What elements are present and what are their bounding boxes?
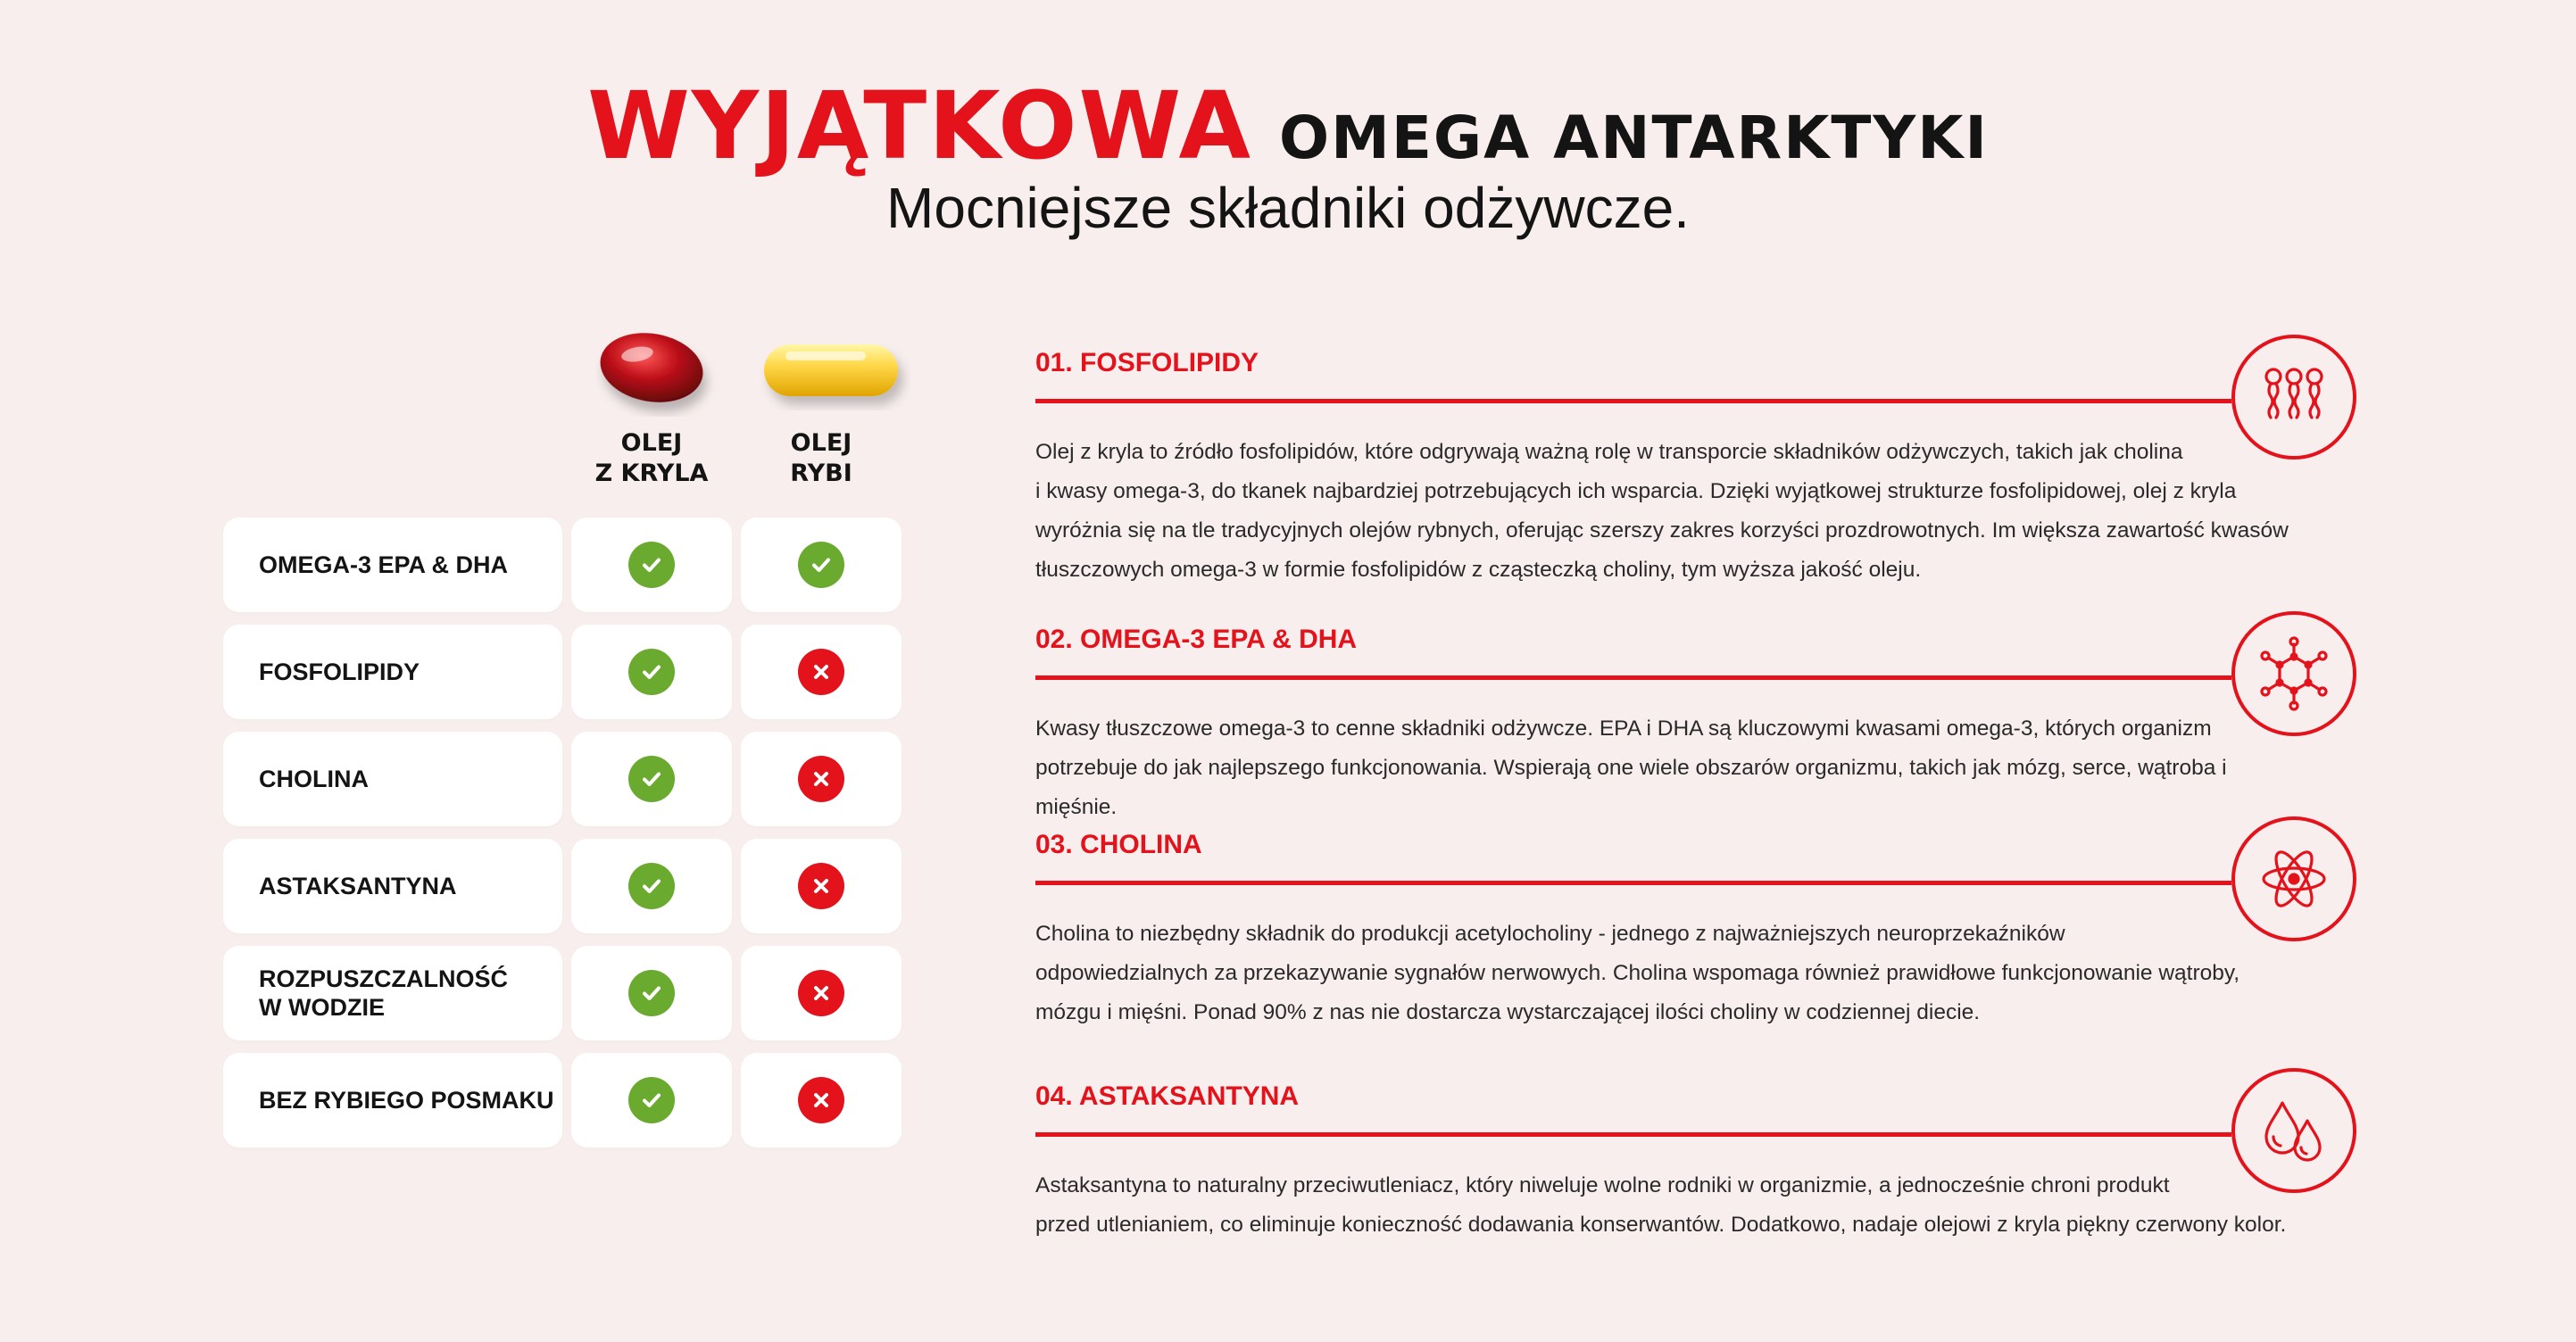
fish-oil-cell — [741, 1053, 902, 1147]
row-label-line: ROZPUSZCZALNOŚĆ — [259, 965, 508, 992]
check-icon — [628, 542, 675, 588]
row-label-line: FOSFOLIPIDY — [259, 659, 420, 685]
section-divider — [1035, 881, 2231, 885]
row-label-line: BEZ RYBIEGO POSMAKU — [259, 1087, 554, 1114]
title-accent: WYJĄTKOWA — [587, 71, 1253, 180]
info-section — [1035, 620, 2365, 819]
row-label-cell — [223, 839, 562, 933]
section-text-line: tłuszczowych omega-3 w formie fosfolipidów z cząsteczką choliny, tym wyższa jakość oleju. — [1035, 558, 1922, 582]
fish-oil-cell — [741, 518, 902, 612]
krill-oil-cell — [571, 732, 732, 826]
column-header-line: RYBI — [790, 460, 852, 487]
section-text — [1035, 433, 2303, 590]
cross-icon — [798, 970, 844, 1016]
title — [0, 71, 2576, 180]
krill-oil-capsule-icon — [596, 327, 721, 417]
column-header-line: OLEJ — [620, 429, 683, 457]
krill-oil-cell — [571, 839, 732, 933]
section-text-line: mózgu i mięśni. Ponad 90% z nas nie dostarcza wystarczającej ilości choliny w codziennej diecie. — [1035, 1000, 1981, 1024]
row-label-cell — [223, 518, 562, 612]
krill-oil-cell — [571, 518, 732, 612]
section-divider — [1035, 675, 2231, 680]
info-section — [1035, 825, 2365, 1024]
info-section — [1035, 344, 2365, 582]
fish-oil-cell — [741, 732, 902, 826]
column-header-line: OLEJ — [790, 429, 852, 457]
krill-oil-cell — [571, 1053, 732, 1147]
section-text-line: potrzebuje do jak najlepszego funkcjonowania. Wspierają one wiele obszarów organizmu, takich jak mózg, serce, wątroba i mięśnie. — [1035, 756, 2227, 819]
cross-icon — [798, 863, 844, 909]
section-text-line: odpowiedzialnych za przekazywanie sygnałów nerwowych. Cholina wspomaga również prawidłowe funkcjonowanie wątroby, — [1035, 961, 2240, 985]
row-label-line: ASTAKSANTYNA — [259, 873, 457, 899]
section-text — [1035, 709, 2303, 827]
column-header-line: Z KRYLA — [594, 460, 709, 487]
check-icon — [628, 649, 675, 695]
row-label-cell — [223, 625, 562, 719]
section-text — [1035, 1166, 2303, 1245]
header — [0, 71, 2576, 241]
section-text-line: Cholina to niezbędny składnik do produkcji acetylocholiny - jednego z najważniejszych neuroprzekaźników — [1035, 922, 2065, 946]
section-divider — [1035, 399, 2231, 403]
fish-oil-cell — [741, 625, 902, 719]
section-text-line: przed utlenianiem, co eliminuje konieczność dodawania konserwantów. Dodatkowo, nadaje olejowi z kryla piękny czerwony kolor. — [1035, 1213, 2287, 1237]
fish-oil-cell — [741, 946, 902, 1040]
subtitle: Mocniejsze składniki odżywcze. — [886, 176, 1690, 240]
check-icon — [628, 970, 675, 1016]
row-label-cell — [223, 1053, 562, 1147]
section-title: 04. ASTAKSANTYNA — [1035, 1081, 1300, 1111]
section-text-line: Olej z kryla to źródło fosfolipidów, które odgrywają ważną rolę w transporcie składników odżywczych, takich jak cholina — [1035, 440, 2183, 464]
section-text — [1035, 915, 2303, 1032]
row-label — [259, 765, 369, 793]
section-divider — [1035, 1132, 2231, 1137]
row-label — [259, 551, 508, 579]
check-icon — [628, 756, 675, 802]
row-label — [259, 1086, 554, 1114]
info-section — [1035, 1077, 2365, 1237]
column-header-krill-oil — [567, 428, 736, 489]
section-text-line: wyróżnia się na tle tradycyjnych olejów rybnych, oferując szerszy zakres korzyści prozdrowotnych. Im większa zawartość kwasów — [1035, 518, 2289, 543]
column-header-fish-oil — [736, 428, 906, 489]
fish-oil-capsule-icon — [759, 339, 910, 410]
check-icon — [798, 542, 844, 588]
section-text-line: Astaksantyna to naturalny przeciwutleniacz, który niweluje wolne rodniki w organizmie, a jednocześnie chroni produkt — [1035, 1173, 2170, 1197]
row-label — [259, 872, 457, 900]
check-icon — [628, 1077, 675, 1123]
section-title: 02. OMEGA-3 EPA & DHA — [1035, 625, 1358, 654]
row-label-line: CHOLINA — [259, 766, 369, 792]
row-label-line: OMEGA-3 EPA & DHA — [259, 551, 509, 578]
cross-icon — [798, 1077, 844, 1123]
krill-oil-cell — [571, 625, 732, 719]
row-label-cell — [223, 732, 562, 826]
row-label — [259, 965, 508, 1022]
section-title: 01. FOSFOLIPIDY — [1035, 348, 1259, 377]
fish-oil-cell — [741, 839, 902, 933]
row-label-line: W WODZIE — [259, 994, 385, 1021]
krill-oil-cell — [571, 946, 732, 1040]
cross-icon — [798, 649, 844, 695]
section-title: 03. CHOLINA — [1035, 830, 1202, 859]
row-label — [259, 658, 420, 686]
title-main: OMEGA ANTARKTYKI — [1279, 104, 1989, 172]
section-text-line: i kwasy omega-3, do tkanek najbardziej potrzebujących ich wsparcia. Dzięki wyjątkowej strukturze fosfolipidowej, olej z kryla — [1035, 479, 2237, 503]
cross-icon — [798, 756, 844, 802]
check-icon — [628, 863, 675, 909]
section-text-line: Kwasy tłuszczowe omega-3 to cenne składniki odżywcze. EPA i DHA są kluczowymi kwasami omega-3, których organizm — [1035, 717, 2212, 741]
row-label-cell — [223, 946, 562, 1040]
